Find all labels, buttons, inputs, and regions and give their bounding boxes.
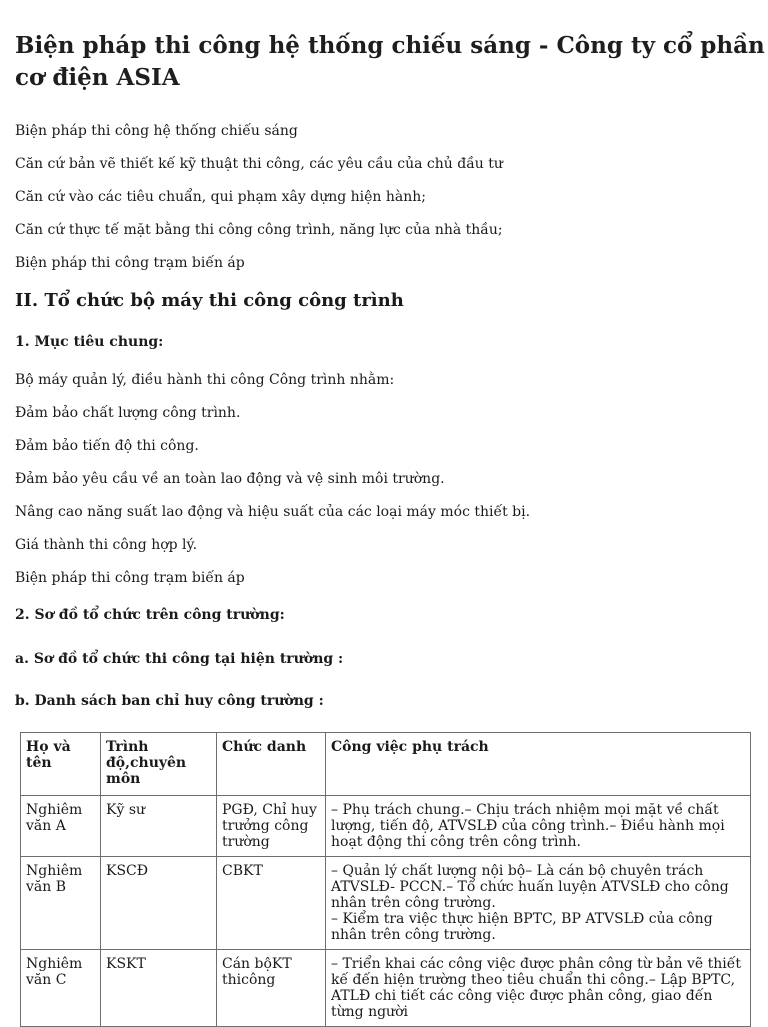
column-header-qualification: Trình độ,chuyên môn <box>101 733 217 796</box>
table-header-row <box>21 733 751 796</box>
cell-duties <box>326 796 751 857</box>
cell-duties <box>326 857 751 950</box>
goal-line: Đảm bảo tiến độ thi công. <box>15 438 199 454</box>
subsection-heading-goals: 1. Mục tiêu chung: <box>15 334 164 350</box>
goal-line: Giá thành thi công hợp lý. <box>15 537 198 553</box>
subsection-heading-site-org: a. Sơ đồ tổ chức thi công tại hiện trường : <box>15 651 344 667</box>
cell-position: PGĐ, Chỉ huy trưởng công trường <box>217 796 326 857</box>
duty-line: – Quản lý chất lượng nội bộ– Là cán bộ chuyên trách ATVSLĐ- PCCN.– Tổ chức huấn luyện ATVSLĐ cho công nhân trên công trường. <box>331 863 729 911</box>
table-row <box>21 857 751 950</box>
goal-line: Nâng cao năng suất lao động và hiệu suất của các loại máy móc thiết bị. <box>15 504 531 520</box>
cell-position: CBKT <box>217 857 326 950</box>
goal-line: Bộ máy quản lý, điều hành thi công Công trình nhằm: <box>15 372 395 388</box>
command-staff-table <box>20 732 751 1027</box>
cell-qualification: Kỹ sư <box>101 796 217 857</box>
goal-line: Đảm bảo yêu cầu về an toàn lao động và vệ sinh môi trường. <box>15 471 445 487</box>
intro-line: Căn cứ bản vẽ thiết kế kỹ thuật thi công, các yêu cầu của chủ đầu tư <box>15 156 503 172</box>
cell-qualification: KSKT <box>101 950 217 1027</box>
cell-name: Nghiêm văn A <box>21 796 101 857</box>
duty-line: – Phụ trách chung.– Chịu trách nhiệm mọi mặt về chất lượng, tiến độ, ATVSLĐ của công trình.– Điều hành mọi hoạt động thi công trên công trình. <box>331 802 725 850</box>
intro-line: Căn cứ thực tế mặt bằng thi công công trình, năng lực của nhà thầu; <box>15 222 503 238</box>
duty-line: – Kiểm tra việc thực hiện BPTC, BP ATVSLĐ của công nhân trên công trường. <box>331 911 713 943</box>
duty-line: – Triển khai các công việc được phân công từ bản vẽ thiết kế đến hiện trường theo tiêu chuẩn thi công.– Lập BPTC, ATLĐ chi tiết các công việc được phân công, giao đến từng người <box>331 956 742 1020</box>
column-header-duties: Công việc phụ trách <box>326 733 751 796</box>
table-row <box>21 950 751 1027</box>
cell-position: Cán bộKT thicông <box>217 950 326 1027</box>
cell-duties <box>326 950 751 1027</box>
column-header-name: Họ và tên <box>21 733 101 796</box>
intro-line: Biện pháp thi công trạm biến áp <box>15 255 245 271</box>
document-title: Biện pháp thi công hệ thống chiếu sáng - Công ty cổ phần cơ điện ASIA <box>15 32 765 91</box>
intro-line: Căn cứ vào các tiêu chuẩn, qui phạm xây dựng hiện hành; <box>15 189 426 205</box>
cell-name: Nghiêm văn C <box>21 950 101 1027</box>
subsection-heading-org-chart: 2. Sơ đồ tổ chức trên công trường: <box>15 607 285 623</box>
goal-line: Biện pháp thi công trạm biến áp <box>15 570 245 586</box>
cell-name: Nghiêm văn B <box>21 857 101 950</box>
intro-line: Biện pháp thi công hệ thống chiếu sáng <box>15 123 298 139</box>
table-row <box>21 796 751 857</box>
subsection-heading-command-list: b. Danh sách ban chỉ huy công trường : <box>15 693 324 709</box>
section-heading: II. Tổ chức bộ máy thi công công trình <box>15 290 404 311</box>
goal-line: Đảm bảo chất lượng công trình. <box>15 405 241 421</box>
column-header-position: Chức danh <box>217 733 326 796</box>
cell-qualification: KSCĐ <box>101 857 217 950</box>
